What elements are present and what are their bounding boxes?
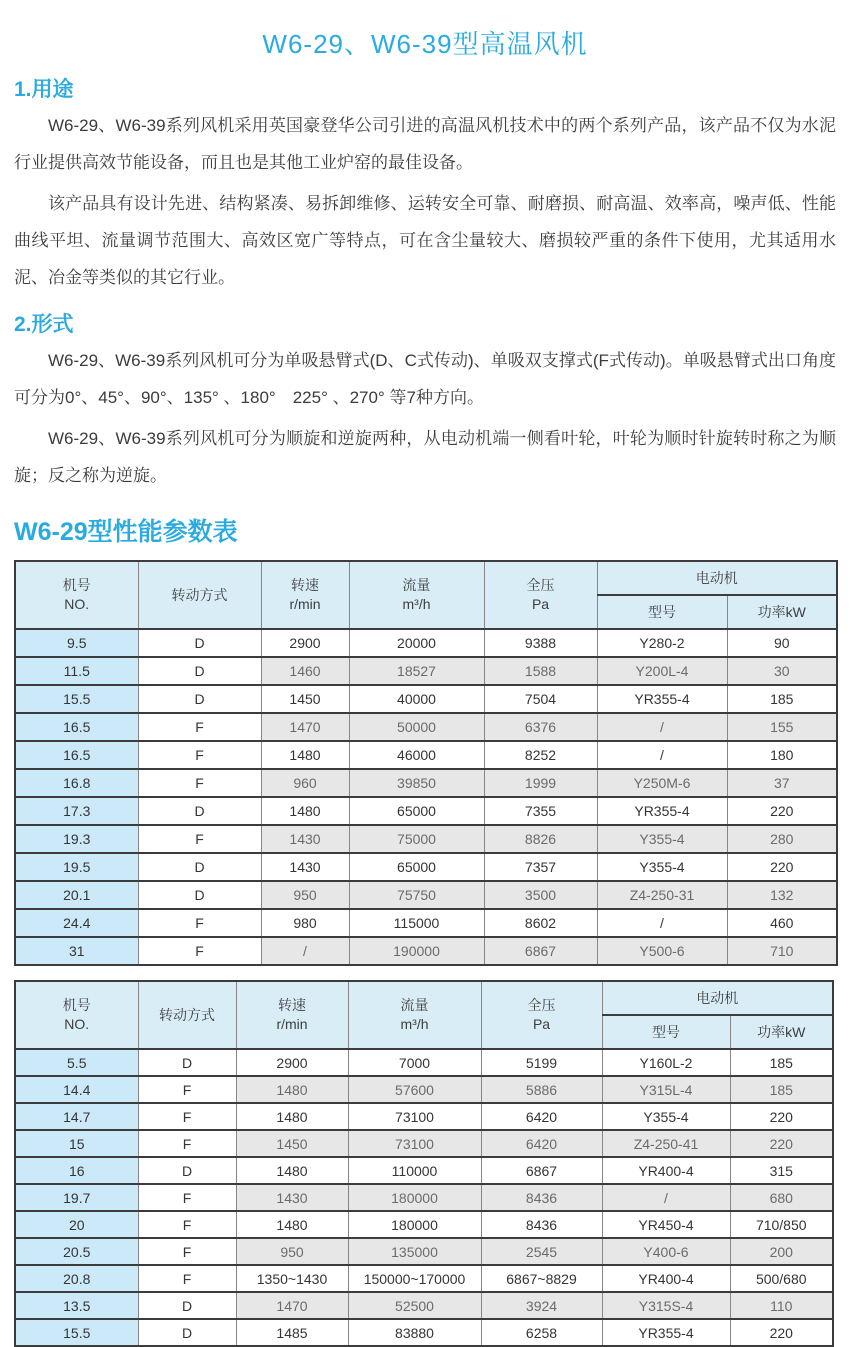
table-cell: Y355-4 [597, 825, 727, 853]
table-row [15, 629, 837, 657]
table-cell: Y400-6 [602, 1238, 730, 1265]
table-cell: 710/850 [730, 1211, 833, 1238]
table-row [15, 1319, 833, 1346]
performance-table-1 [14, 560, 838, 966]
table-cell: 90 [727, 629, 837, 657]
table-cell: 220 [727, 797, 837, 825]
table-cell: 5199 [481, 1049, 602, 1076]
table-cell: 1999 [484, 769, 597, 797]
table-cell: F [138, 1184, 236, 1211]
table-cell: 73100 [348, 1130, 481, 1157]
table-row [15, 909, 837, 937]
table-cell: 950 [236, 1238, 348, 1265]
table-row [15, 1130, 833, 1157]
table-cell: 19.5 [15, 853, 138, 881]
table-row [15, 713, 837, 741]
table-cell: 280 [727, 825, 837, 853]
table-cell: 39850 [349, 769, 484, 797]
table-cell: 65000 [349, 797, 484, 825]
table-cell: 8826 [484, 825, 597, 853]
table-cell: 3924 [481, 1292, 602, 1319]
table-cell: 83880 [348, 1319, 481, 1346]
table-cell: 1430 [261, 853, 349, 881]
table-cell: 19.7 [15, 1184, 138, 1211]
table-cell: 185 [727, 685, 837, 713]
table-cell: 16 [15, 1157, 138, 1184]
table-cell: 980 [261, 909, 349, 937]
table-row [15, 1076, 833, 1103]
table-cell: D [138, 629, 261, 657]
table-cell: 185 [730, 1049, 833, 1076]
table-cell: 1450 [236, 1130, 348, 1157]
table-cell: 1480 [236, 1211, 348, 1238]
table-cell: 57600 [348, 1076, 481, 1103]
table-row [15, 1211, 833, 1238]
table-cell: 6420 [481, 1103, 602, 1130]
table-cell: 1480 [236, 1076, 348, 1103]
table-cell: 1480 [261, 797, 349, 825]
table-row [15, 797, 837, 825]
table-cell: Y200L-4 [597, 657, 727, 685]
table-cell: D [138, 657, 261, 685]
table-cell: 1480 [236, 1157, 348, 1184]
table-cell: D [138, 853, 261, 881]
table-cell: / [602, 1184, 730, 1211]
table-cell: Y160L-2 [602, 1049, 730, 1076]
table-cell: 135000 [348, 1238, 481, 1265]
header-no: 机号 NO. [15, 981, 138, 1049]
table-1-body [15, 629, 837, 965]
table-cell: 180000 [348, 1211, 481, 1238]
table-row [15, 1265, 833, 1292]
table-cell: 73100 [348, 1103, 481, 1130]
header-motor-power: 功率kW [727, 595, 837, 629]
table-row [15, 769, 837, 797]
table-cell: 6867 [481, 1157, 602, 1184]
table-cell: Y355-4 [602, 1103, 730, 1130]
table-cell: D [138, 1049, 236, 1076]
table-cell: 8436 [481, 1184, 602, 1211]
table-cell: 2900 [261, 629, 349, 657]
table-cell: 8602 [484, 909, 597, 937]
table-cell: YR355-4 [597, 685, 727, 713]
header-drive-mode: 转动方式 [138, 561, 261, 629]
table-cell: 13.5 [15, 1292, 138, 1319]
table-row [15, 1238, 833, 1265]
table-cell: F [138, 741, 261, 769]
header-motor-group: 电动机 [602, 981, 833, 1015]
table-cell: 20.5 [15, 1238, 138, 1265]
table-cell: 19.3 [15, 825, 138, 853]
table-cell: Z4-250-31 [597, 881, 727, 909]
performance-table-2 [14, 980, 834, 1347]
table-cell: 1460 [261, 657, 349, 685]
table-cell: 16.5 [15, 741, 138, 769]
table-cell: 190000 [349, 937, 484, 965]
table-cell: F [138, 1211, 236, 1238]
table-cell: 132 [727, 881, 837, 909]
table-cell: / [261, 937, 349, 965]
table-cell: 180000 [348, 1184, 481, 1211]
table-cell: 220 [727, 853, 837, 881]
table-cell: 7355 [484, 797, 597, 825]
table-cell: 15 [15, 1130, 138, 1157]
table-row [15, 825, 837, 853]
table-cell: 16.5 [15, 713, 138, 741]
table-cell: 6867~8829 [481, 1265, 602, 1292]
table-cell: F [138, 1265, 236, 1292]
table-cell: 9.5 [15, 629, 138, 657]
header-flow: 流量 m³/h [348, 981, 481, 1049]
table-row [15, 1157, 833, 1184]
table-cell: 46000 [349, 741, 484, 769]
table-cell: 500/680 [730, 1265, 833, 1292]
table-cell: D [138, 685, 261, 713]
table-cell: 950 [261, 881, 349, 909]
table-2-header [15, 981, 833, 1049]
header-drive-mode: 转动方式 [138, 981, 236, 1049]
table-row [15, 881, 837, 909]
table-cell: Y500-6 [597, 937, 727, 965]
table-cell: 1470 [236, 1292, 348, 1319]
table-cell: 1588 [484, 657, 597, 685]
form-paragraph-2: W6-29、W6-39系列风机可分为顺旋和逆旋两种，从电动机端一侧看叶轮，叶轮为顺时针旋转时称之为顺旋；反之称为逆旋。 [14, 429, 836, 485]
table-1-header [15, 561, 837, 629]
table-cell: 1450 [261, 685, 349, 713]
table-cell: 20 [15, 1211, 138, 1238]
header-no: 机号 NO. [15, 561, 138, 629]
performance-table-heading: W6-29型性能参数表 [14, 518, 238, 546]
form-paragraph-1: W6-29、W6-39系列风机可分为单吸悬臂式(D、C式传动)、单吸双支撑式(F式传动)。单吸悬臂式出口角度可分为0°、45°、90°、135° 、180° 225° 、270° 等7种方向。 [14, 351, 836, 407]
table-cell: F [138, 825, 261, 853]
table-cell: 1480 [261, 741, 349, 769]
table-2-body [15, 1049, 833, 1346]
table-cell: 8436 [481, 1211, 602, 1238]
table-cell: 1430 [261, 825, 349, 853]
table-cell: 65000 [349, 853, 484, 881]
table-cell: YR450-4 [602, 1211, 730, 1238]
header-motor-model: 型号 [602, 1015, 730, 1049]
table-cell: F [138, 713, 261, 741]
table-cell: 50000 [349, 713, 484, 741]
table-cell: Y250M-6 [597, 769, 727, 797]
table-cell: Y315L-4 [602, 1076, 730, 1103]
table-cell: 115000 [349, 909, 484, 937]
table-row [15, 1049, 833, 1076]
table-cell: 11.5 [15, 657, 138, 685]
table-cell: F [138, 1130, 236, 1157]
table-cell: 75000 [349, 825, 484, 853]
table-row [15, 685, 837, 713]
table-cell: 460 [727, 909, 837, 937]
table-cell: 9388 [484, 629, 597, 657]
table-cell: YR400-4 [602, 1157, 730, 1184]
table-cell: 150000~170000 [348, 1265, 481, 1292]
table-cell: F [138, 909, 261, 937]
table-cell: 7504 [484, 685, 597, 713]
table-row [15, 853, 837, 881]
table-cell: F [138, 1103, 236, 1130]
table-cell: 315 [730, 1157, 833, 1184]
table-cell: 20.8 [15, 1265, 138, 1292]
table-row [15, 937, 837, 965]
table-cell: 52500 [348, 1292, 481, 1319]
table-cell: 24.4 [15, 909, 138, 937]
table-cell: 5.5 [15, 1049, 138, 1076]
table-cell: F [138, 937, 261, 965]
table-cell: 14.4 [15, 1076, 138, 1103]
table-cell: 220 [730, 1103, 833, 1130]
table-cell: / [597, 909, 727, 937]
table-cell: 37 [727, 769, 837, 797]
table-cell: Z4-250-41 [602, 1130, 730, 1157]
table-cell: 75750 [349, 881, 484, 909]
section-heading-usage: 1.用途 [14, 78, 74, 101]
table-cell: 17.3 [15, 797, 138, 825]
table-cell: Y355-4 [597, 853, 727, 881]
table-cell: F [138, 769, 261, 797]
table-cell: 680 [730, 1184, 833, 1211]
table-cell: D [138, 1319, 236, 1346]
usage-paragraph-1: W6-29、W6-39系列风机采用英国豪登华公司引进的高温风机技术中的两个系列产品，该产品不仅为水泥行业提供高效节能设备，而且也是其他工业炉窑的最佳设备。 [14, 116, 836, 172]
table-cell: YR355-4 [602, 1319, 730, 1346]
table-cell: 2900 [236, 1049, 348, 1076]
table-cell: / [597, 741, 727, 769]
table-cell: / [597, 713, 727, 741]
table-cell: F [138, 1238, 236, 1265]
header-motor-group: 电动机 [597, 561, 837, 595]
table-cell: 2545 [481, 1238, 602, 1265]
header-motor-power: 功率kW [730, 1015, 833, 1049]
table-cell: Y280-2 [597, 629, 727, 657]
header-speed: 转速 r/min [261, 561, 349, 629]
table-cell: 180 [727, 741, 837, 769]
table-cell: D [138, 881, 261, 909]
table-cell: YR400-4 [602, 1265, 730, 1292]
table-cell: 3500 [484, 881, 597, 909]
table-cell: F [138, 1076, 236, 1103]
header-motor-model: 型号 [597, 595, 727, 629]
table-cell: D [138, 1292, 236, 1319]
header-pressure: 全压 Pa [481, 981, 602, 1049]
table-cell: 1350~1430 [236, 1265, 348, 1292]
table-cell: 1485 [236, 1319, 348, 1346]
table-cell: 20.1 [15, 881, 138, 909]
table-row [15, 1103, 833, 1130]
table-cell: 14.7 [15, 1103, 138, 1130]
table-cell: 18527 [349, 657, 484, 685]
page-title: W6-29、W6-39型高温风机 [262, 29, 588, 59]
header-pressure: 全压 Pa [484, 561, 597, 629]
table-cell: 20000 [349, 629, 484, 657]
table-cell: Y315S-4 [602, 1292, 730, 1319]
table-cell: 6376 [484, 713, 597, 741]
table-cell: 1470 [261, 713, 349, 741]
table-cell: 6258 [481, 1319, 602, 1346]
table-cell: 30 [727, 657, 837, 685]
usage-paragraph-2: 该产品具有设计先进、结构紧凑、易拆卸维修、运转安全可靠、耐磨损、耐高温、效率高，噪声低、性能曲线平坦、流量调节范围大、高效区宽广等特点，可在含尘量较大、磨损较严重的条件下使用，尤其适用水泥、冶金等类似的其它行业。 [14, 194, 836, 287]
table-cell: D [138, 797, 261, 825]
table-cell: 220 [730, 1130, 833, 1157]
table-cell: 710 [727, 937, 837, 965]
table-cell: 31 [15, 937, 138, 965]
table-cell: 8252 [484, 741, 597, 769]
table-cell: 185 [730, 1076, 833, 1103]
table-cell: 15.5 [15, 685, 138, 713]
table-cell: 16.8 [15, 769, 138, 797]
table-cell: 6420 [481, 1130, 602, 1157]
table-cell: 1480 [236, 1103, 348, 1130]
table-cell: 110000 [348, 1157, 481, 1184]
table-cell: 960 [261, 769, 349, 797]
table-cell: 6867 [484, 937, 597, 965]
header-speed: 转速 r/min [236, 981, 348, 1049]
table-cell: 1430 [236, 1184, 348, 1211]
table-cell: 110 [730, 1292, 833, 1319]
table-cell: 40000 [349, 685, 484, 713]
table-cell: 15.5 [15, 1319, 138, 1346]
table-row [15, 741, 837, 769]
table-cell: 7357 [484, 853, 597, 881]
table-cell: 155 [727, 713, 837, 741]
table-row [15, 657, 837, 685]
table-cell: YR355-4 [597, 797, 727, 825]
table-cell: 7000 [348, 1049, 481, 1076]
table-row [15, 1292, 833, 1319]
header-flow: 流量 m³/h [349, 561, 484, 629]
table-cell: 5886 [481, 1076, 602, 1103]
table-row [15, 1184, 833, 1211]
section-heading-form: 2.形式 [14, 313, 74, 336]
table-cell: 220 [730, 1319, 833, 1346]
table-cell: 200 [730, 1238, 833, 1265]
table-cell: D [138, 1157, 236, 1184]
